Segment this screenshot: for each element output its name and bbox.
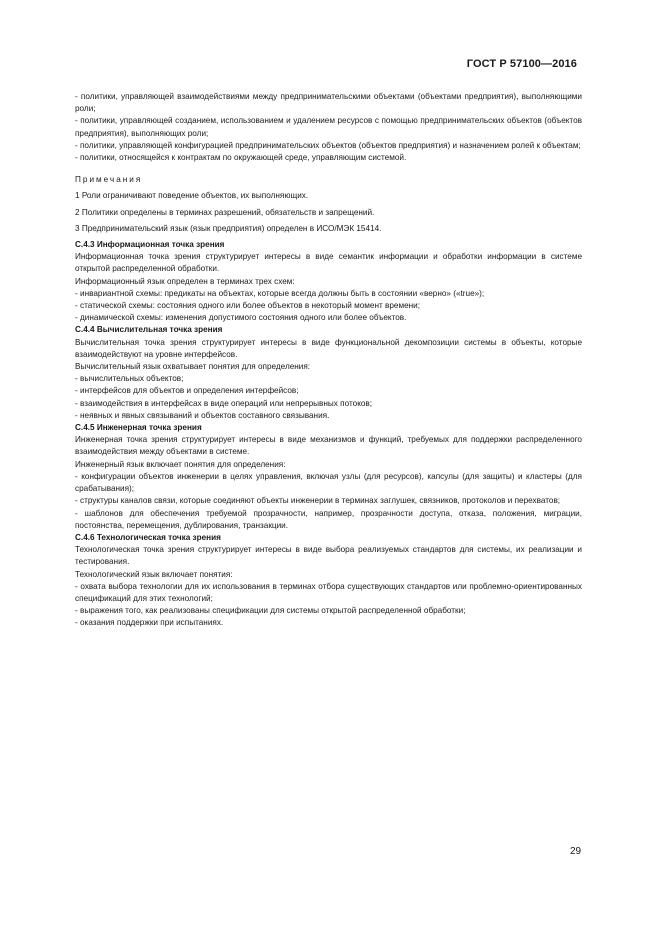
notes-title: Примечания (75, 175, 143, 185)
list-item: - вычислительных объектов; (75, 374, 184, 384)
list-item: - политики, управляющей взаимодействиями между предпринимательскими объектами (объектами предприятия), выполняющими роли; (75, 92, 582, 114)
paragraph: Технологическая точка зрения структурирует интересы в виде выбора реализуемых стандартов для системы, их реализации и тестирования. (75, 545, 582, 567)
list-item: - политики, относящейся к контрактам по окружающей среде, управляющим системой. (75, 153, 407, 163)
list-item: - политики, управляющей конфигурацией предпринимательских объектов (объектов предприятия) и назначением ролей к объектам; (75, 140, 581, 150)
intro-list (75, 91, 582, 164)
paragraph: Информационная точка зрения структурирует интересы в виде семантик информации и обработки информации в системе открытой распределенной обработки. (75, 252, 582, 274)
section-4-5 (75, 422, 582, 532)
list-item: - конфигурации объектов инженерии в целях управления, включая узлы (для ресурсов), капсулы (для защиты) и кластеры (для срабатывания); (75, 471, 582, 494)
page-body (75, 91, 582, 630)
list-item: - инвариантной схемы: предикаты на объектах, которые всегда должны быть в состоянии «верно» («true»); (75, 288, 485, 298)
list-item: - структуры каналов связи, которые соединяют объекты инженерии в терминах заглушек, связников, протоколов и перехватов; (75, 496, 561, 506)
list-item: - шаблонов для обеспечения требуемой прозрачности, например, прозрачности доступа, отказа, положения, миграции, постоянства, перемещения, дублирования, транзакции. (75, 508, 582, 530)
section-4-4 (75, 324, 582, 422)
section-heading: С.4.3 Информационная точка зрения (75, 240, 225, 250)
list-item: - интерфейсов для объектов и определения интерфейсов; (75, 386, 299, 396)
list-item: - политики, управляющей созданием, использованием и удалением ресурсов с помощью предпринимательских объектов (объектов предприятия), выполняющих роли; (75, 116, 582, 138)
note-item: 2 Политики определены в терминах разрешений, обязательств и запрещений. (75, 207, 375, 217)
section-heading: С.4.6 Технологическая точка зрения (75, 532, 221, 542)
list-item: - динамической схемы: изменения допустимого состояния одного или более объектов. (75, 313, 407, 323)
list-item: - оказания поддержки при испытаниях. (75, 618, 224, 628)
paragraph: Вычислительная точка зрения структурирует интересы в виде функциональной декомпозиции системы в объекты, которые взаимодействуют на уровне интерфейсов. (75, 337, 582, 359)
paragraph: Инженерный язык включает понятия для определения: (75, 459, 286, 469)
document-id: ГОСТ Р 57100—2016 (466, 58, 577, 70)
page-number: 29 (570, 846, 582, 857)
section-heading: С.4.5 Инженерная точка зрения (75, 423, 202, 433)
note-item: 1 Роли ограничивают поведение объектов, их выполняющих. (75, 191, 309, 201)
section-4-6 (75, 532, 582, 630)
paragraph: Вычислительный язык охватывает понятия для определения: (75, 362, 311, 372)
paragraph: Информационный язык определен в терминах трех схем: (75, 276, 295, 286)
list-item: - статической схемы: состояния одного или более объектов в некоторый момент времени; (75, 301, 421, 311)
list-item: - взаимодействия в интерфейсах в виде операций или непрерывных потоков; (75, 398, 373, 408)
note-item: 3 Предпринимательский язык (язык предприятия) определен в ИСО/МЭК 15414. (75, 223, 382, 233)
list-item: - выражения того, как реализованы спецификации для системы открытой распределенной обработки; (75, 606, 466, 616)
list-item: - охвата выбора технологии для их использования в терминах отбора существующих стандартов или проблемно-ориентированных спецификаций для этих технологий; (75, 581, 582, 603)
section-heading: С.4.4 Вычислительная точка зрения (75, 325, 223, 335)
list-item: - неявных и явных связываний и объектов составного связывания. (75, 410, 330, 420)
paragraph: Технологический язык включает понятия: (75, 569, 233, 579)
section-4-3 (75, 239, 582, 324)
paragraph: Инженерная точка зрения структурирует интересы в виде механизмов и функций, требуемых для поддержки распределенного взаимодействия между объектами в системе. (75, 435, 582, 457)
